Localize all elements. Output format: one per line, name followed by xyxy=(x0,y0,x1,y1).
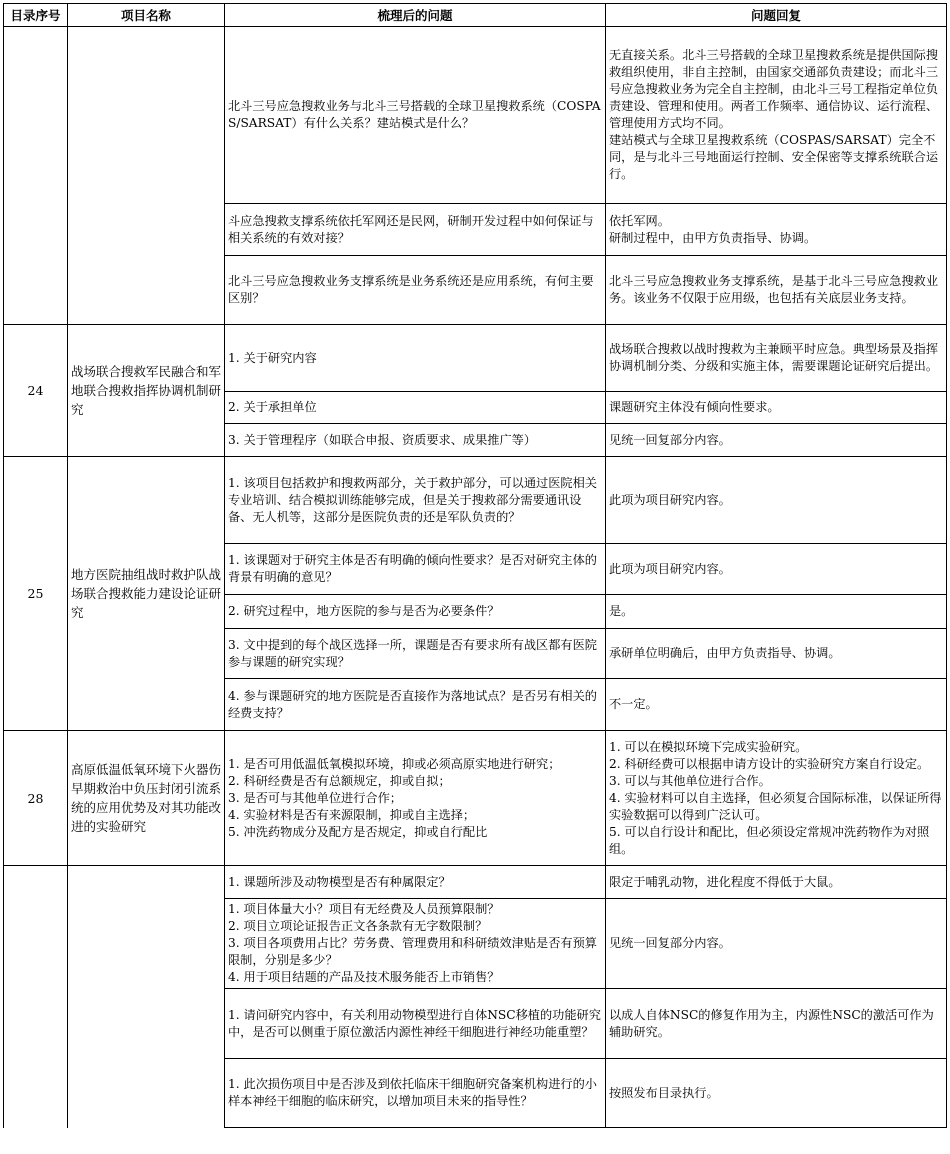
table-row xyxy=(4,27,947,204)
header-project: 项目名称 xyxy=(68,4,225,27)
question-cell: 1. 该课题对于研究主体是否有明确的倾向性要求？是否对研究主体的背景有明确的意见？ xyxy=(225,544,606,595)
index-cell xyxy=(4,866,68,1128)
answer-cell: 承研单位明确后，由甲方负责指导、协调。 xyxy=(606,629,947,679)
header-answer: 问题回复 xyxy=(606,4,947,27)
question-cell: 3. 文中提到的每个战区选择一所，课题是否有要求所有战区都有医院参与课题的研究实现？ xyxy=(225,629,606,679)
index-cell: 24 xyxy=(4,325,68,457)
question-cell: 3. 关于管理程序（如联合申报、资质要求、成果推广等） xyxy=(225,424,606,457)
question-cell: 2. 关于承担单位 xyxy=(225,392,606,424)
header-row xyxy=(4,4,947,27)
answer-cell: 课题研究主体没有倾向性要求。 xyxy=(606,392,947,424)
question-cell: 1. 该项目包括救护和搜救两部分，关于救护部分，可以通过医院相关专业培训、结合模拟训练能够完成，但是关于搜救部分需要通讯设备、无人机等，这部分是医院负责的还是军队负责的？ xyxy=(225,457,606,544)
answer-cell: 限定于哺乳动物，进化程度不得低于大鼠。 xyxy=(606,866,947,899)
question-cell: 4. 参与课题研究的地方医院是否直接作为落地试点？是否另有相关的经费支持？ xyxy=(225,679,606,731)
project-cell xyxy=(68,27,225,325)
question-cell: 斗应急搜救支撑系统依托军网还是民网，研制开发过程中如何保证与相关系统的有效对接？ xyxy=(225,204,606,256)
index-cell: 28 xyxy=(4,731,68,866)
answer-cell: 见统一回复部分内容。 xyxy=(606,424,947,457)
table-row xyxy=(4,866,947,899)
answer-cell: 1. 可以在模拟环境下完成实验研究。 2. 科研经费可以根据申请方设计的实验研究方案自行设定。 3. 可以与其他单位进行合作。 4. 实验材料可以自主选择，但必须复合国际标准，以保证所得实验数据可以得到广泛认可。 5. 可以自行设计和配比，但必须设定常规冲洗药物作为对照组。 xyxy=(606,731,947,866)
answer-cell: 是。 xyxy=(606,595,947,629)
question-cell: 北斗三号应急搜救业务支撑系统是业务系统还是应用系统，有何主要区别？ xyxy=(225,256,606,325)
question-cell: 1. 此次损伤项目中是否涉及到依托临床干细胞研究备案机构进行的小样本神经干细胞的临床研究，以增加项目未来的指导性？ xyxy=(225,1059,606,1128)
question-cell: 1. 项目体量大小？项目有无经费及人员预算限制？ 2. 项目立项论证报告正文各条款有无字数限制？ 3. 项目各项费用占比？劳务费、管理费用和科研绩效津贴是否有预算限制，分别是多少？ 4. 用于项目结题的产品及技术服务能否上市销售？ xyxy=(225,899,606,989)
table-row xyxy=(4,457,947,544)
answer-cell: 见统一回复部分内容。 xyxy=(606,899,947,989)
index-cell: 25 xyxy=(4,457,68,731)
header-index: 目录序号 xyxy=(4,4,68,27)
answer-cell: 无直接关系。北斗三号搭载的全球卫星搜救系统是提供国际搜救组织使用，非自主控制，由国家交通部负责建设；而北斗三号应急搜救业务为完全自主控制，由北斗三号工程指定单位负责建设、管理和使用。两者工作频率、通信协议、运行流程、管理使用方式均不同。 建站模式与全球卫星搜救系统（COSPAS/SARSAT）完全不同，是与北斗三号地面运行控制、安全保密等支撑系统联合运行。 xyxy=(606,27,947,204)
header-question: 梳理后的问题 xyxy=(225,4,606,27)
project-cell: 高原低温低氧环境下火器伤早期救治中负压封闭引流系统的应用优势及对其功能改进的实验研究 xyxy=(68,731,225,866)
answer-cell: 依托军网。 研制过程中，由甲方负责指导、协调。 xyxy=(606,204,947,256)
table-row xyxy=(4,325,947,392)
project-cell: 地方医院抽组战时救护队战场联合搜救能力建设论证研究 xyxy=(68,457,225,731)
answer-cell: 不一定。 xyxy=(606,679,947,731)
answer-cell: 北斗三号应急搜救业务支撑系统，是基于北斗三号应急搜救业务。该业务不仅限于应用级，也包括有关底层业务支持。 xyxy=(606,256,947,325)
question-cell: 北斗三号应急搜救业务与北斗三号搭载的全球卫星搜救系统（COSPAS/SARSAT）有什么关系？建站模式是什么？ xyxy=(225,27,606,204)
answer-cell: 此项为项目研究内容。 xyxy=(606,457,947,544)
project-cell: 战场联合搜救军民融合和军地联合搜救指挥协调机制研究 xyxy=(68,325,225,457)
question-cell: 1. 课题所涉及动物模型是否有种属限定？ xyxy=(225,866,606,899)
qa-table xyxy=(3,3,947,1128)
question-cell: 1. 是否可用低温低氧模拟环境，抑或必须高原实地进行研究； 2. 科研经费是否有总额规定，抑或自拟； 3. 是否可与其他单位进行合作； 4. 实验材料是否有来源限制，抑或自主选择； 5. 冲洗药物成分及配方是否规定，抑或自行配比 xyxy=(225,731,606,866)
table-row xyxy=(4,731,947,866)
question-cell: 1. 关于研究内容 xyxy=(225,325,606,392)
index-cell xyxy=(4,27,68,325)
answer-cell: 此项为项目研究内容。 xyxy=(606,544,947,595)
answer-cell: 以成人自体NSC的修复作用为主，内源性NSC的激活可作为辅助研究。 xyxy=(606,989,947,1059)
project-cell xyxy=(68,866,225,1128)
answer-cell: 战场联合搜救以战时搜救为主兼顾平时应急。典型场景及指挥协调机制分类、分级和实施主体，需要课题论证研究后提出。 xyxy=(606,325,947,392)
question-cell: 2. 研究过程中，地方医院的参与是否为必要条件？ xyxy=(225,595,606,629)
question-cell: 1. 请问研究内容中，有关利用动物模型进行自体NSC移植的功能研究中，是否可以侧重于原位激活内源性神经干细胞进行神经功能重塑？ xyxy=(225,989,606,1059)
answer-cell: 按照发布目录执行。 xyxy=(606,1059,947,1128)
